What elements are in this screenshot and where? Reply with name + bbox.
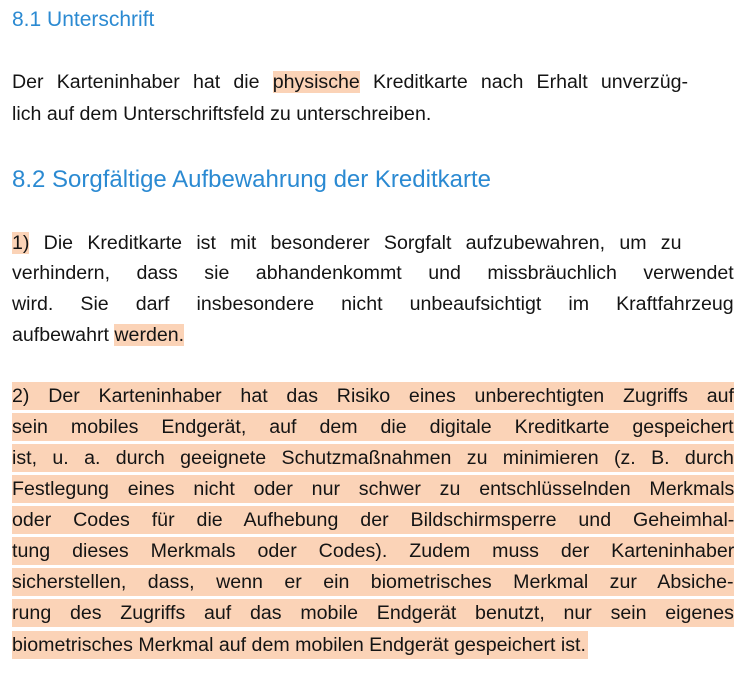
paragraph-2-line-1: 2) Der Karteninhaber hat das Risiko eines unberechtigten Zugriffs auf bbox=[12, 382, 734, 410]
paragraph-2-line-2: sein mobiles Endgerät, auf dem die digitale Kreditkarte gespeichert bbox=[12, 413, 734, 441]
paragraph-2-line-4: Festlegung eines nicht oder nur schwer zu entschlüsselnden Merkmals bbox=[12, 475, 734, 503]
paragraph-2-line-8: rung des Zugriffs auf das mobile Endgerät benutzt, nur sein eigenes bbox=[12, 599, 734, 627]
highlighted-word: werden. bbox=[114, 324, 185, 346]
paragraph-1-line-2: verhindern, dass sie abhandenkommt und missbräuchlich verwendet bbox=[12, 262, 734, 284]
paragraph-1-line-1 bbox=[12, 228, 734, 258]
highlighted-number: 1) bbox=[12, 232, 30, 254]
text-fragment: Die Kreditkarte ist mit besonderer Sorgfalt aufzubewahren, um zu bbox=[29, 232, 682, 254]
section-8-1-line-2: lich auf dem Unterschriftsfeld zu unterschreiben. bbox=[12, 103, 432, 125]
section-8-2-heading: 8.2 Sorgfältige Aufbewahrung der Kreditkarte bbox=[12, 166, 491, 193]
paragraph-1-line-3: wird. Sie darf insbesondere nicht unbeaufsichtigt im Kraftfahrzeug bbox=[12, 293, 734, 315]
section-8-1-line-1 bbox=[12, 67, 734, 97]
highlighted-word: physische bbox=[272, 71, 360, 93]
paragraph-2-line-5: oder Codes für die Aufhebung der Bildschirmsperre und Geheimhal- bbox=[12, 506, 734, 534]
paragraph-2-line-9-wrapper bbox=[12, 630, 734, 660]
paragraph-2-line-6: tung dieses Merkmals oder Codes). Zudem muss der Karteninhaber bbox=[12, 537, 734, 565]
section-8-1-heading: 8.1 Unterschrift bbox=[12, 8, 155, 31]
text-fragment: Kreditkarte nach Erhalt unverzüg- bbox=[359, 71, 689, 93]
paragraph-2-line-3: ist, u. a. durch geeignete Schutzmaßnahmen zu minimieren (z. B. durch bbox=[12, 444, 734, 472]
text-fragment: Der Karteninhaber hat die bbox=[12, 71, 273, 93]
paragraph-2-line-7: sicherstellen, dass, wenn er ein biometrisches Merkmal zur Absiche- bbox=[12, 568, 734, 596]
text-fragment: aufbewahrt bbox=[12, 324, 115, 346]
paragraph-1-line-4 bbox=[12, 320, 734, 350]
paragraph-2-line-9: biometrisches Merkmal auf dem mobilen Endgerät gespeichert ist. bbox=[12, 631, 588, 659]
